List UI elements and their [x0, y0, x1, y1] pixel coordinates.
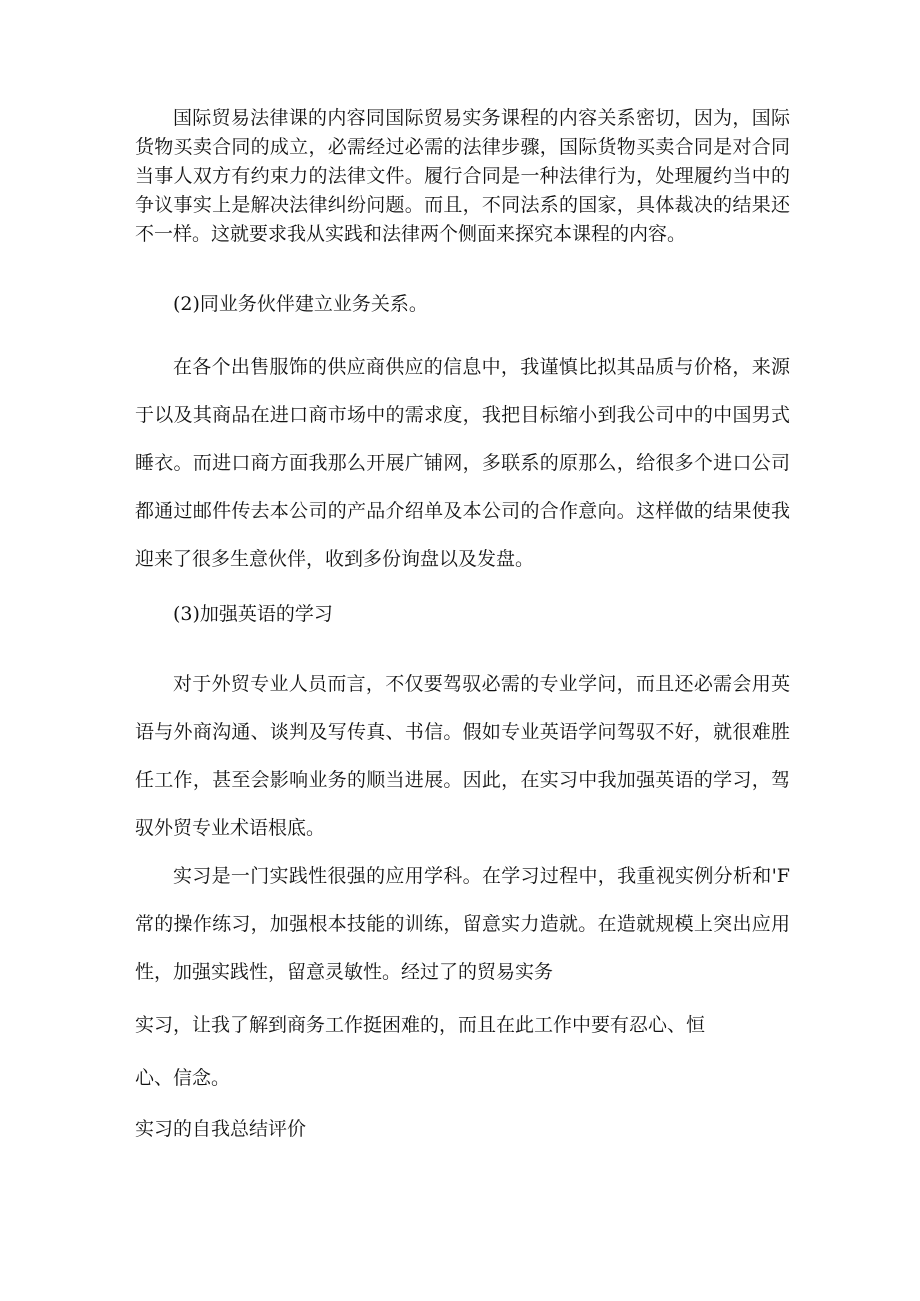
closing-heading: 实习的自我总结评价 — [135, 1118, 307, 1140]
paragraph-english: 对于外贸专业人员而言，不仅要驾驭必需的专业学问，而且还必需会用英语与外商沟通、谈判及写传真、书信。假如专业英语学问驾驭不好，就很难胜任工作，甚至会影响业务的顺当进展。因此，在实习中我加强英语的学习，驾驭外贸专业术语根底。 — [135, 673, 790, 839]
paragraph-trade-law: 国际贸易法律课的内容同国际贸易实务课程的内容关系密切，因为，国际货物买卖合同的成立，必需经过必需的法律步骤，国际货物买卖合同是对合同当事人双方有约束力的法律文件。履行合同是一种法律行为，处理履约当中的争议事实上是解决法律纠纷问题。而且，不同法系的国家，具体裁决的结果还不一样。这就要求我从实践和法律两个侧面来探究本课程的内容。 — [135, 107, 790, 245]
heading-english-study: (3)加强英语的学习 — [173, 603, 333, 625]
paragraph-suppliers: 在各个出售服饰的供应商供应的信息中，我谨慎比拟其品质与价格，来源于以及其商品在进口商市场中的需求度，我把目标缩小到我公司中的中国男式睡衣。而进口商方面我那么开展广铺网，多联系的原那么，给很多个进口公司都通过邮件传去本公司的产品介绍单及本公司的合作意向。这样做的结果使我迎来了很多生意伙伴，收到多份询盘以及发盘。 — [135, 356, 790, 570]
line-belief: 心、信念。 — [135, 1067, 231, 1089]
line-internship-difficulty: 实习，让我了解到商务工作挺困难的，而且在此工作中要有忍心、恒 — [135, 1014, 706, 1036]
paragraph-practice: 实习是一门实践性很强的应用学科。在学习过程中，我重视实例分析和'F常的操作练习，加强根本技能的训练，留意实力造就。在造就规模上突出应用性，加强实践性，留意灵敏性。经过了的贸易实务 — [135, 865, 790, 983]
heading-business-partners: (2)同业务伙伴建立业务关系。 — [173, 293, 428, 315]
